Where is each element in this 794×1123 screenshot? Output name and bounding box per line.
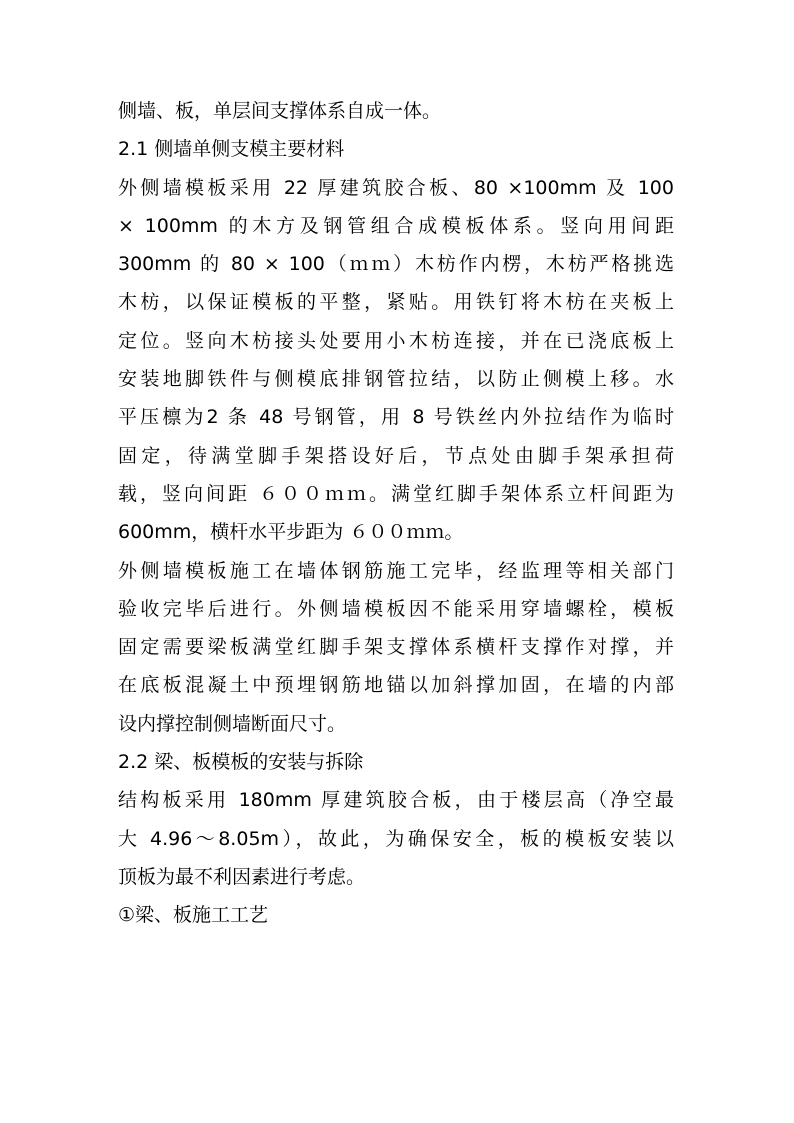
text-line: 木枋，以保证模板的平整，紧贴。用铁钉将木枋在夹板上 — [118, 291, 674, 314]
section-heading: 2.2 梁、板模板的安装与拆除 — [118, 751, 364, 774]
document-page — [118, 92, 674, 935]
text-line: 设内撑控制侧墙断面尺寸。 — [118, 712, 347, 735]
text-line: 顶板为最不利因素进行考虑。 — [118, 865, 366, 888]
text-line: 安装地脚铁件与侧模底排钢管拉结，以防止侧模上移。水 — [118, 368, 674, 391]
text-line: 载，竖向间距 ６００ｍｍ。满堂红脚手架体系立杆间距为 — [118, 482, 674, 505]
text-line: 600mm，横杆水平步距为 ６００ｍｍ。 — [118, 521, 464, 544]
text-line: 结构板采用 180mm 厚建筑胶合板，由于楼层高（净空最 — [118, 789, 674, 812]
text-line: 在底板混凝土中预埋钢筋地锚以加斜撑加固，在墙的内部 — [118, 674, 674, 697]
section-heading: 2.1 侧墙单侧支模主要材料 — [118, 138, 345, 161]
text-line: 固定需要梁板满堂红脚手架支撑体系横杆支撑作对撑，并 — [118, 636, 674, 659]
text-line: 大 4.96～8.05m），故此，为确保安全，板的模板安装以 — [118, 827, 674, 850]
text-line: 外侧墙模板采用 22 厚建筑胶合板、80 ×100mm 及 100 — [118, 176, 674, 199]
text-line: × 100mm 的木方及钢管组合成模板体系。竖向用间距 — [118, 214, 674, 237]
text-line: 验收完毕后进行。外侧墙模板因不能采用穿墙螺栓，模板 — [118, 597, 674, 620]
text-line: 平压檩为2 条 48 号钢管，用 8 号铁丝内外拉结作为临时 — [118, 406, 674, 429]
text-line: 定位。竖向木枋接头处要用小木枋连接，并在已浇底板上 — [118, 329, 674, 352]
text-line: 侧墙、板，单层间支撑体系自成一体。 — [118, 100, 442, 122]
sub-heading: ①梁、板施工工艺 — [118, 904, 269, 927]
text-line: 300mm 的 80 × 100（ｍｍ）木枋作内楞，木枋严格挑选 — [118, 253, 674, 276]
text-line: 外侧墙模板施工在墙体钢筋施工完毕，经监理等相关部门 — [118, 559, 674, 582]
text-line: 固定，待满堂脚手架搭设好后，节点处由脚手架承担荷 — [118, 444, 674, 467]
